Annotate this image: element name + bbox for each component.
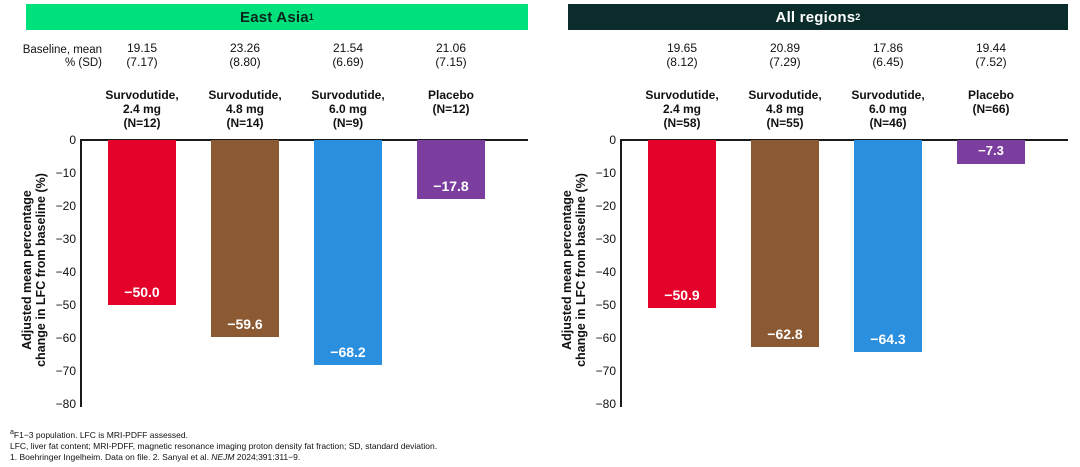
bar-value-label: −64.3 <box>870 331 906 347</box>
bar-value-label: −50.9 <box>664 287 700 303</box>
footnotes <box>10 427 710 463</box>
panel-title-superscript: 1 <box>308 12 314 22</box>
y-tick-label: −80 <box>595 397 616 411</box>
bar-value-label: −59.6 <box>227 316 263 332</box>
bar-value-label: −17.8 <box>433 178 469 194</box>
baseline-row-label-line1: Baseline, mean <box>22 44 102 56</box>
baseline-value: 21.06 (7.15) <box>435 41 467 69</box>
y-tick-label: −60 <box>55 331 76 345</box>
baseline-value: 19.65 (8.12) <box>666 41 698 69</box>
y-tick-label: −70 <box>55 364 76 378</box>
y-tick-label: −40 <box>595 265 616 279</box>
bar-survodutide-2-4mg[interactable] <box>648 140 716 308</box>
footnote-ref-pre: 1. Boehringer Ingelheim. Data on file. 2. Sanyal et al. <box>10 452 212 462</box>
y-tick-label: −50 <box>595 298 616 312</box>
panel-title-text: All regions <box>775 8 856 26</box>
baseline-value: 19.44 (7.52) <box>975 41 1007 69</box>
group-label: Survodutide, 2.4 mg (N=12) <box>105 88 179 130</box>
footnote-ref-post: 2024;391:311−9. <box>234 452 301 462</box>
plot-all-regions <box>540 0 1080 467</box>
y-axis-line <box>620 139 622 407</box>
y-tick-label: 0 <box>69 133 76 147</box>
panel-title-text: East Asia <box>240 8 309 26</box>
baseline-value: 21.54 (6.69) <box>332 41 364 69</box>
baseline-value: 23.26 (8.80) <box>229 41 261 69</box>
bar-value-label: −7.3 <box>978 143 1004 158</box>
bar-value-label: −50.0 <box>124 284 160 300</box>
group-label: Placebo (N=66) <box>967 88 1015 116</box>
bar-survodutide-4-8mg[interactable] <box>751 140 819 347</box>
footnote-line-1 <box>10 427 710 441</box>
baseline-value: 19.15 (7.17) <box>126 41 158 69</box>
footnote-line-3 <box>10 452 710 463</box>
footnote-superscript: a <box>10 429 14 437</box>
y-tick-label: −20 <box>55 199 76 213</box>
y-axis-label-east-asia: Adjusted mean percentage change in LFC from baseline (%) <box>20 173 48 367</box>
y-tick-label: −60 <box>595 331 616 345</box>
footnote-line-2: LFC, liver fat content; MRI-PDFF, magnetic resonance imaging proton density fat fraction; SD, standard deviation. <box>10 441 438 451</box>
y-tick-label: −70 <box>595 364 616 378</box>
group-label: Survodutide, 6.0 mg (N=9) <box>311 88 385 130</box>
y-tick-label: 0 <box>609 133 616 147</box>
y-tick-label: −50 <box>55 298 76 312</box>
group-label: Survodutide, 2.4 mg (N=58) <box>645 88 719 130</box>
y-tick-label: −20 <box>595 199 616 213</box>
bar-survodutide-6-0mg[interactable] <box>854 140 922 352</box>
y-axis-label-all-regions: Adjusted mean percentage change in LFC from baseline (%) <box>560 173 588 367</box>
panel-all-regions <box>540 0 1080 467</box>
y-tick-label: −30 <box>595 232 616 246</box>
group-label: Survodutide, 4.8 mg (N=55) <box>748 88 822 130</box>
y-tick-label: −30 <box>55 232 76 246</box>
y-tick-label: −40 <box>55 265 76 279</box>
y-tick-label: −10 <box>595 166 616 180</box>
bar-survodutide-2-4mg[interactable] <box>108 140 176 305</box>
bar-survodutide-6-0mg[interactable] <box>314 140 382 365</box>
bar-value-label: −68.2 <box>330 344 366 360</box>
y-tick-label: −10 <box>55 166 76 180</box>
y-tick-label: −80 <box>55 397 76 411</box>
bar-value-label: −62.8 <box>767 326 803 342</box>
bar-survodutide-4-8mg[interactable] <box>211 140 279 337</box>
footnote-line-1-text: F1−3 population. LFC is MRI-PDFF assessed. <box>13 430 188 440</box>
baseline-value: 17.86 (6.45) <box>872 41 904 69</box>
baseline-value: 20.89 (7.29) <box>769 41 801 69</box>
group-label: Survodutide, 6.0 mg (N=46) <box>851 88 925 130</box>
group-label: Placebo (N=12) <box>427 88 475 116</box>
footnote-journal-name: NEJM <box>211 452 235 462</box>
panel-title-superscript: 2 <box>855 12 861 22</box>
baseline-row-label-line2: % (SD) <box>64 57 102 69</box>
group-label: Survodutide, 4.8 mg (N=14) <box>208 88 282 130</box>
y-axis-line <box>80 139 82 407</box>
